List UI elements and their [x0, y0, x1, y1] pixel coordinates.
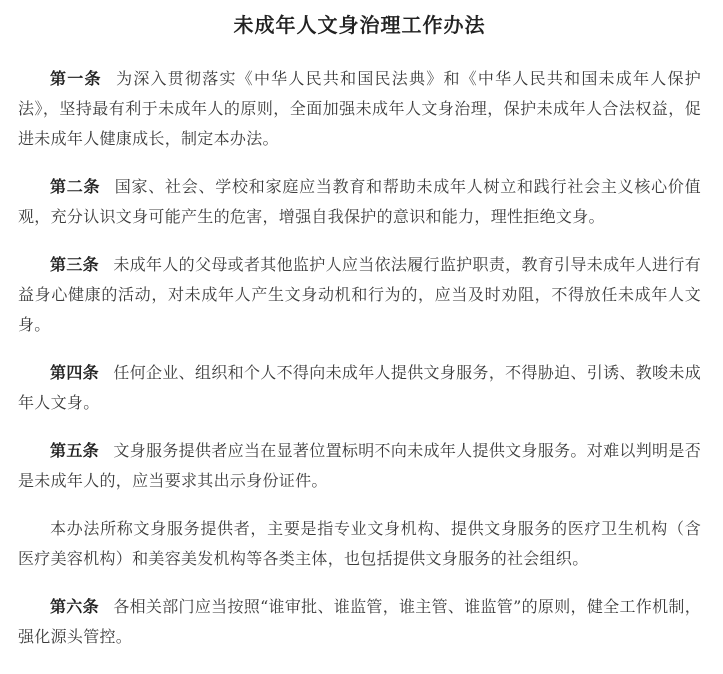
article-2	[18, 172, 701, 232]
article-label: 第六条	[50, 597, 99, 616]
article-3	[18, 250, 701, 340]
article-text: 任何企业、组织和个人不得向未成年人提供文身服务，不得胁迫、引诱、教唆未成年人文身。	[18, 363, 701, 412]
article-6	[18, 592, 701, 652]
article-5	[18, 436, 701, 496]
article-text: 文身服务提供者应当在显著位置标明不向未成年人提供文身服务。对难以判明是否是未成年人的，应当要求其出示身份证件。	[18, 441, 701, 490]
document-title: 未成年人文身治理工作办法	[233, 13, 486, 37]
article-label: 第一条	[50, 69, 102, 88]
definition-note: 本办法所称文身服务提供者，主要是指专业文身机构、提供文身服务的医疗卫生机构（含医疗美容机构）和美容美发机构等各类主体，也包括提供文身服务的社会组织。	[18, 519, 701, 568]
article-text: 各相关部门应当按照“谁审批、谁监管，谁主管、谁监管”的原则，健全工作机制，强化源头管控。	[18, 597, 701, 646]
article-1	[18, 64, 701, 154]
article-4	[18, 358, 701, 418]
article-text: 国家、社会、学校和家庭应当教育和帮助未成年人树立和践行社会主义核心价值观，充分认识文身可能产生的危害，增强自我保护的意识和能力，理性拒绝文身。	[18, 177, 701, 226]
article-text: 为深入贯彻落实《中华人民共和国民法典》和《中华人民共和国未成年人保护法》，坚持最有利于未成年人的原则，全面加强未成年人文身治理，保护未成年人合法权益，促进未成年人健康成长，制定本办法。	[18, 69, 702, 148]
article-label: 第二条	[50, 177, 101, 196]
article-label: 第三条	[50, 255, 99, 274]
article-label: 第四条	[50, 363, 99, 382]
article-label: 第五条	[50, 441, 99, 460]
article-text: 未成年人的父母或者其他监护人应当依法履行监护职责，教育引导未成年人进行有益身心健康的活动，对未成年人产生文身动机和行为的，应当及时劝阻，不得放任未成年人文身。	[18, 255, 701, 334]
